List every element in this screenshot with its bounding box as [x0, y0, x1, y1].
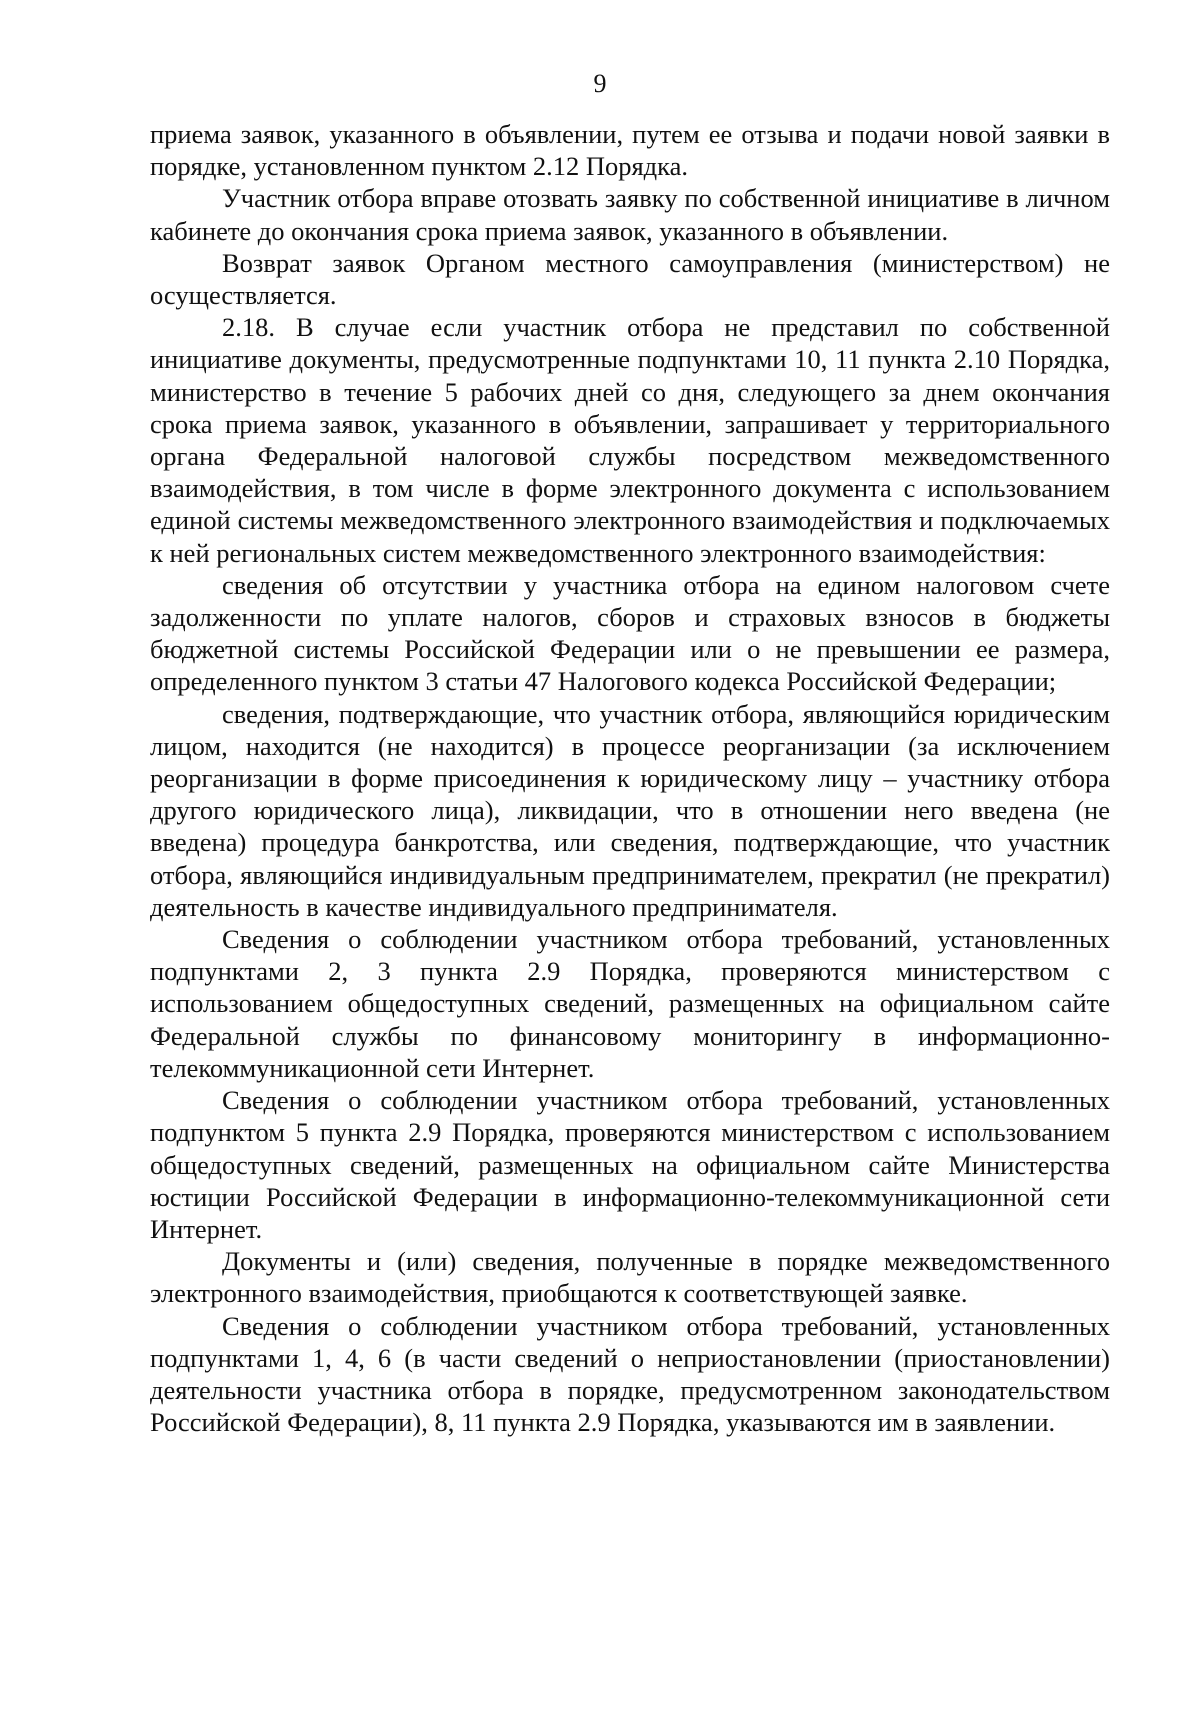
- paragraph-justice-ministry: Сведения о соблюдении участником отбора требований, установленных подпунктом 5 пункта 2.9 Порядка, проверяются министерством с использованием общедоступных сведений, размещенных на официальном сайте Министерства юстиции Российской Федерации в информационно-телекоммуникационной сети Интернет.: [150, 1085, 1110, 1244]
- paragraph-application-info: Сведения о соблюдении участником отбора требований, установленных подпунктами 1, 4, 6 (в части сведений о неприостановлении (приостановлении) деятельности участника отбора в порядке, предусмотренном законодательством Российской Федерации), 8, 11 пункта 2.9 Порядка, указываются им в заявлении.: [150, 1310, 1110, 1438]
- document-body: [150, 118, 1110, 1438]
- paragraph-documents-attached: Документы и (или) сведения, полученные в порядке межведомственного электронного взаимодействия, приобщаются к соответствующей заявке.: [150, 1246, 1110, 1309]
- paragraph-continuation: приема заявок, указанного в объявлении, путем ее отзыва и подачи новой заявки в порядке, установленном пунктом 2.12 Порядка.: [150, 119, 1110, 182]
- page-number: 9: [593, 69, 607, 98]
- paragraph-financial-monitoring: Сведения о соблюдении участником отбора требований, установленных подпунктами 2, 3 пункта 2.9 Порядка, проверяются министерством с использованием общедоступных сведений, размещенных на официальном сайте Федеральной службы по финансовому мониторингу в информационно-телекоммуникационной сети Интернет.: [150, 924, 1110, 1083]
- paragraph-clause-2-18: 2.18. В случае если участник отбора не представил по собственной инициативе документы, предусмотренные подпунктами 10, 11 пункта 2.10 Порядка, министерство в течение 5 рабочих дней со дня, следующего за днем окончания срока приема заявок, указанного в объявлении, запрашивает у территориального органа Федеральной налоговой службы посредством межведомственного взаимодействия, в том числе в форме электронного документа с использованием единой системы межведомственного электронного взаимодействия и подключаемых к ней региональных систем межведомственного электронного взаимодействия:: [150, 312, 1110, 568]
- paragraph-reorganization: сведения, подтверждающие, что участник отбора, являющийся юридическим лицом, находится (не находится) в процессе реорганизации (за исключением реорганизации в форме присоединения к юридическому лицу – участнику отбора другого юридического лица), ликвидации, что в отношении него введена (не введена) процедура банкротства, или сведения, подтверждающие, что участник отбора, являющийся индивидуальным предпринимателем, прекратил (не прекратил) деятельность в качестве индивидуального предпринимателя.: [150, 698, 1110, 922]
- paragraph-return: Возврат заявок Органом местного самоуправления (министерством) не осуществляется.: [150, 247, 1110, 311]
- paragraph-tax-debt: сведения об отсутствии у участника отбора на едином налоговом счете задолженности по уплате налогов, сборов и страховых взносов в бюджеты бюджетной системы Российской Федерации или о не превышении ее размера, определенного пунктом 3 статьи 47 Налогового кодекса Российской Федерации;: [150, 569, 1110, 697]
- paragraph-withdrawal: Участник отбора вправе отозвать заявку по собственной инициативе в личном кабинете до окончания срока приема заявок, указанного в объявлении.: [150, 183, 1110, 246]
